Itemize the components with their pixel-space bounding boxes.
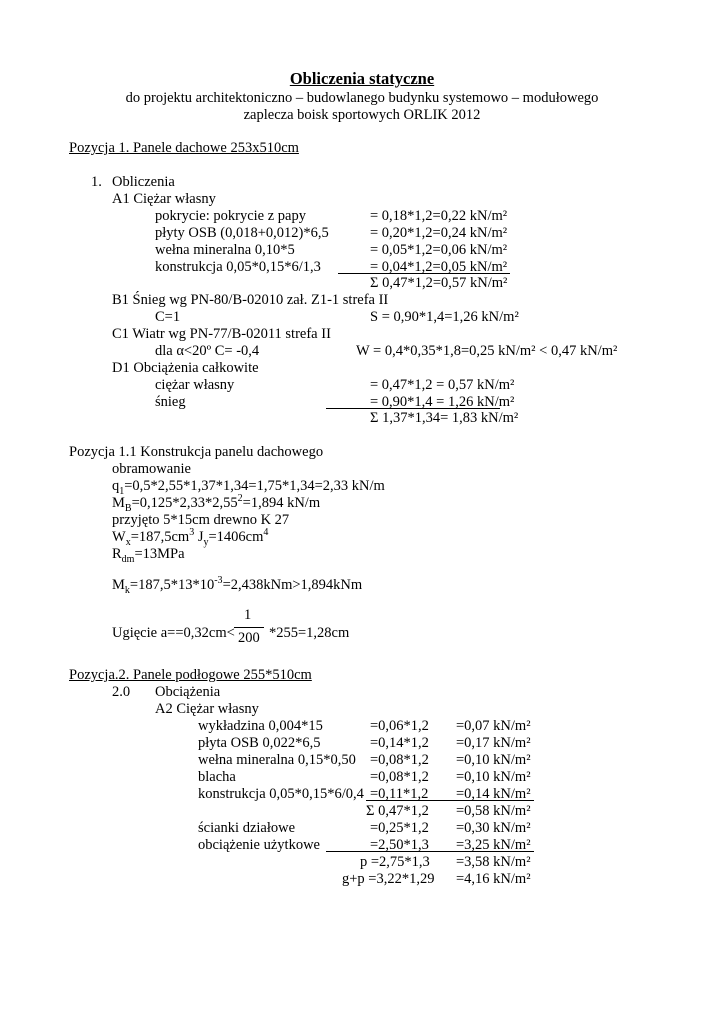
row-label: płyta OSB 0,022*6,5 (198, 735, 321, 751)
row-label: ciężar własny (155, 377, 235, 393)
row-calc-1: =0,14*1,2 (370, 735, 429, 751)
b1-c: C=1 (155, 309, 181, 325)
c1-wind: W = 0,4*0,35*1,8=0,25 kN/m² < 0,47 kN/m² (356, 343, 618, 359)
sum-rule (326, 851, 534, 852)
c1-alpha: dla α<20º C= -0,4 (155, 343, 260, 359)
row-calc-1: =0,08*1,2 (370, 752, 429, 768)
formula-mk: $M_k=187,5*13*10^{-3}=2,438kNm>1,894kNm$ (112, 575, 363, 596)
row-calc-1: =0,25*1,2 (370, 820, 429, 836)
sum-line: Σ 1,37*1,34= 1,83 kN/m² (370, 410, 519, 426)
subheading-c1: C1 Wiatr wg PN-77/B-02011 strefa II (112, 326, 331, 342)
row-calc: = 0,47*1,2 = 0,57 kN/m² (370, 377, 515, 393)
gp-calc-1: g+p =3,22*1,29 (342, 871, 435, 887)
sum-calc-1: Σ 0,47*1,2 (366, 803, 429, 819)
subheading-d1: D1 Obciążenia całkowite (112, 360, 259, 376)
formula-wx-jy: $W_x=187,5cm^3$ $J_y=1406cm^4$ (112, 527, 269, 548)
sum-rule (326, 408, 500, 409)
fraction-numerator: 1 (244, 607, 252, 623)
row-calc-1: =0,08*1,2 (370, 769, 429, 785)
row-label: obciążenie użytkowe (198, 837, 320, 853)
row-calc-2: =0,30 kN/m² (456, 820, 531, 836)
row-label: pokrycie: pokrycie z papy (155, 208, 306, 224)
deflection-left: Ugięcie a==0,32cm< (112, 625, 235, 641)
row-calc: = 0,04*1,2=0,05 kN/m² (370, 259, 508, 275)
row-label: ścianki działowe (198, 820, 296, 836)
row-label: wełna mineralna 0,15*0,50 (198, 752, 356, 768)
p-calc-1: p =2,75*1,3 (360, 854, 430, 870)
section-heading-pos11: Pozycja 1.1 Konstrukcja panelu dachowego (69, 444, 324, 460)
row-calc-2: =0,14 kN/m² (456, 786, 531, 802)
row-calc-1: =0,11*1,2 (370, 786, 429, 802)
fraction-denominator: 200 (238, 630, 260, 646)
row-calc-2: =0,10 kN/m² (456, 769, 531, 785)
row-calc-2: =3,25 kN/m² (456, 837, 531, 853)
row-label: śnieg (155, 394, 186, 410)
row-label: konstrukcja 0,05*0,15*6/0,4 (198, 786, 364, 802)
gp-calc-2: =4,16 kN/m² (456, 871, 531, 887)
row-calc-2: =0,07 kN/m² (456, 718, 531, 734)
sum-calc-2: =0,58 kN/m² (456, 803, 531, 819)
p-calc-2: =3,58 kN/m² (456, 854, 531, 870)
page-title: Obliczenia statyczne (289, 69, 435, 88)
section-heading-pos1: Pozycja 1. Panele dachowe 253x510cm (69, 140, 299, 156)
text-line: obramowanie (112, 461, 191, 477)
subheading-b1: B1 Śnieg wg PN-80/B-02010 zał. Z1-1 strefa II (112, 292, 389, 308)
row-label: wykładzina 0,004*15 (198, 718, 323, 734)
row-calc-2: =0,17 kN/m² (456, 735, 531, 751)
b1-s: S = 0,90*1,4=1,26 kN/m² (370, 309, 519, 325)
subheading-a1: A1 Ciężar własny (112, 191, 216, 207)
subheading-a2: A2 Ciężar własny (155, 701, 259, 717)
sum-line: Σ 0,47*1,2=0,57 kN/m² (370, 275, 508, 291)
row-label: płyty OSB (0,018+0,012)*6,5 (155, 225, 329, 241)
row-label: konstrukcja 0,05*0,15*6/1,3 (155, 259, 321, 275)
row-calc: = 0,20*1,2=0,24 kN/m² (370, 225, 508, 241)
formula-mb: $M_B=0,125*2,33*2,55^2=1,894$ kN/m (112, 493, 321, 514)
sum-rule (338, 273, 510, 274)
list-label: Obliczenia (112, 174, 175, 190)
list-number: 2.0 (112, 684, 131, 700)
row-calc-2: =0,10 kN/m² (456, 752, 531, 768)
section-heading-pos2: Pozycja.2. Panele podłogowe 255*510cm (69, 667, 312, 683)
row-calc: = 0,18*1,2=0,22 kN/m² (370, 208, 508, 224)
deflection-right: *255=1,28cm (269, 625, 350, 641)
row-calc-1: =2,50*1,3 (370, 837, 429, 853)
list-number: 1. (91, 174, 102, 190)
formula-q1: $q_1=0,5*2,55*1,37*1,34=1,75*1,34=2,33$ kN/m (112, 478, 385, 497)
row-label: blacha (198, 769, 236, 785)
subtitle-line-1: do projektu architektoniczno – budowlanego budynku systemowo – modułowego (125, 90, 599, 106)
row-calc: = 0,90*1,4 = 1,26 kN/m² (370, 394, 515, 410)
row-label: wełna mineralna 0,10*5 (155, 242, 295, 258)
list-label: Obciążenia (155, 684, 221, 700)
formula-rdm: $R_{dm}=13MPa$ (112, 546, 185, 565)
subtitle-line-2: zaplecza boisk sportowych ORLIK 2012 (243, 107, 481, 123)
sum-rule (366, 800, 534, 801)
fraction-bar (234, 627, 264, 628)
text-line: przyjęto 5*15cm drewno K 27 (112, 512, 290, 528)
row-calc: = 0,05*1,2=0,06 kN/m² (370, 242, 508, 258)
row-calc-1: =0,06*1,2 (370, 718, 429, 734)
